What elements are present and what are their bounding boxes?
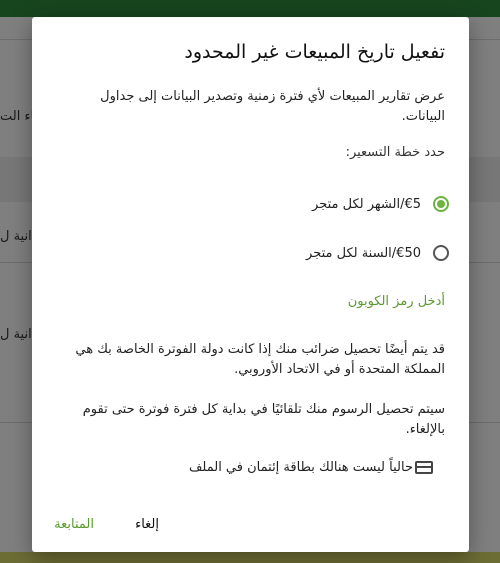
card-status-text: حالياً ليست هنالك بطاقة إئتمان في الملف	[188, 460, 413, 475]
upgrade-dialog	[32, 17, 469, 552]
billing-note: سيتم تحصيل الرسوم منك تلقائيًا في بداية كل فترة فوترة حتى تقوم بالإلغاء.	[82, 402, 445, 437]
dialog-description: عرض تقارير المبيعات لأي فترة زمنية وتصدير البيانات إلى جداول البيانات.	[100, 89, 445, 124]
plan-option-yearly[interactable]	[306, 241, 449, 265]
coupon-link[interactable]: أدخل رمز الكوبون	[347, 294, 445, 309]
tax-note: قد يتم أيضًا تحصيل ضرائب منك إذا كانت دولة الفوترة الخاصة بك هي المملكة المتحدة أو في الاتحاد الأوروبي.	[75, 342, 445, 377]
card-status-row	[189, 460, 433, 475]
plan-option-monthly[interactable]	[312, 192, 449, 216]
plan-option-label: €50/السنة لكل متجر	[306, 245, 421, 261]
plan-label: حدد خطة التسعير:	[345, 145, 445, 160]
credit-card-icon	[415, 461, 433, 474]
continue-button[interactable]: المتابعة	[54, 517, 94, 532]
cancel-button[interactable]: إلغاء	[135, 517, 159, 532]
radio-selected-icon[interactable]	[433, 196, 449, 212]
plan-option-label: €5/الشهر لكل متجر	[312, 196, 421, 212]
radio-unselected-icon[interactable]	[433, 245, 449, 261]
dialog-title: تفعيل تاريخ المبيعات غير المحدود	[184, 41, 445, 63]
